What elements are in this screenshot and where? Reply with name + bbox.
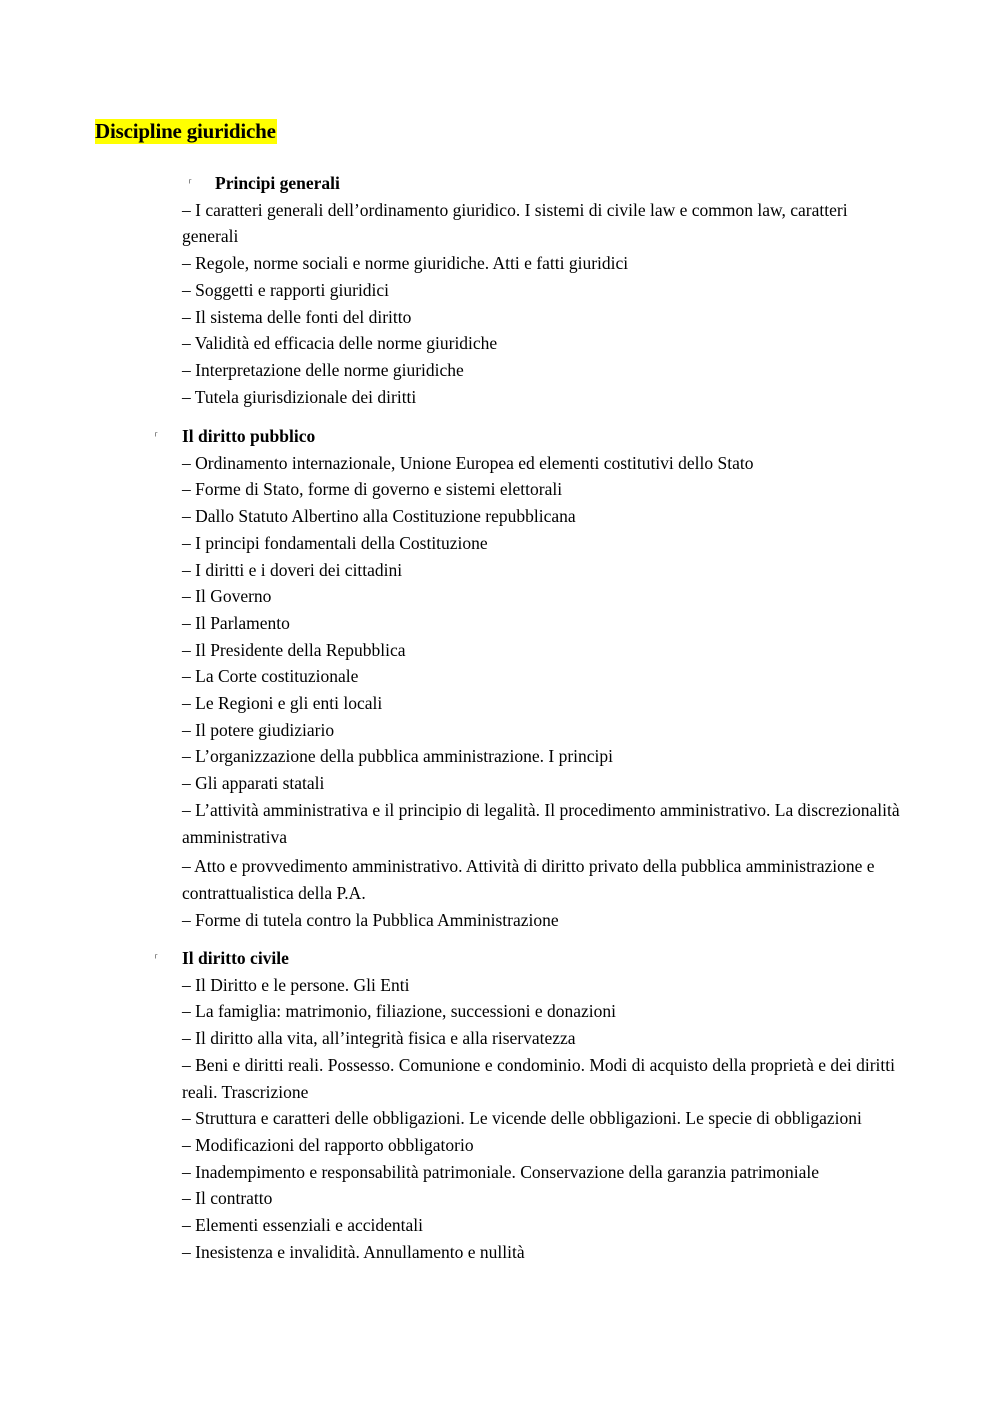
list-item: – Il Diritto e le persone. Gli Enti xyxy=(182,974,410,995)
list-item: – Inesistenza e invalidità. Annullamento e nullità xyxy=(182,1241,525,1262)
section-principi-generali xyxy=(182,170,902,410)
list-item: – I principi fondamentali della Costituzione xyxy=(182,532,488,553)
list-item: – Modificazioni del rapporto obbligatorio xyxy=(182,1134,474,1155)
list-item: – La Corte costituzionale xyxy=(182,666,359,687)
list-item: – Il sistema delle fonti del diritto xyxy=(182,306,412,327)
list-item: – La famiglia: matrimonio, filiazione, successioni e donazioni xyxy=(182,1001,616,1022)
section-diritto-pubblico xyxy=(154,423,902,933)
list-item: – Tutela giurisdizionale dei diritti xyxy=(182,386,417,407)
list-item: – I caratteri generali dell’ordinamento giuridico. I sistemi di civile law e common law, caratteri generali xyxy=(182,199,848,247)
list-item: – Inadempimento e responsabilità patrimoniale. Conservazione della garanzia patrimoniale xyxy=(182,1161,820,1182)
list-item: – Validità ed efficacia delle norme giuridiche xyxy=(182,333,498,354)
list-item: – L’attività amministrativa e il principio di legalità. Il procedimento amministrativo. La discrezionalità amministrativa xyxy=(182,799,900,847)
list-item: – Il Governo xyxy=(182,586,272,607)
bullet-icon: ⸀ xyxy=(154,953,159,963)
section-heading xyxy=(154,945,902,972)
section-heading-label: Principi generali xyxy=(215,173,340,193)
list-item: – Elementi essenziali e accidentali xyxy=(182,1215,424,1236)
title-highlight: Discipline giuridiche xyxy=(95,119,276,143)
list-item: – Il potere giudiziario xyxy=(182,719,335,740)
list-item: – Ordinamento internazionale, Unione Europea ed elementi costitutivi dello Stato xyxy=(182,452,754,473)
list-item: – Forme di tutela contro la Pubblica Amministrazione xyxy=(182,909,559,930)
section-heading xyxy=(182,170,902,197)
list-item: – Il Parlamento xyxy=(182,612,290,633)
list-item: – L’organizzazione della pubblica amministrazione. I principi xyxy=(182,746,614,767)
section-items xyxy=(182,197,902,411)
section-diritto-civile xyxy=(154,945,902,1265)
section-heading-label: Il diritto pubblico xyxy=(182,426,316,446)
list-item: – Beni e diritti reali. Possesso. Comunione e condominio. Modi di acquisto della proprietà e dei diritti reali. Trascrizione xyxy=(182,1054,896,1102)
list-item: – Il contratto xyxy=(182,1188,273,1209)
list-item: – Struttura e caratteri delle obbligazioni. Le vicende delle obbligazioni. Le specie di obbligazioni xyxy=(182,1108,862,1129)
section-heading-label: Il diritto civile xyxy=(182,948,289,968)
section-items xyxy=(182,972,902,1266)
list-item: – Il Presidente della Repubblica xyxy=(182,639,406,660)
list-item: – Regole, norme sociali e norme giuridiche. Atti e fatti giuridici xyxy=(182,253,629,274)
list-item: – Atto e provvedimento amministrativo. Attività di diritto privato della pubblica amministrazione e contrattualistica della P.A. xyxy=(182,856,875,903)
list-item: – Gli apparati statali xyxy=(182,773,325,794)
list-item: – Il diritto alla vita, all’integrità fisica e alla riservatezza xyxy=(182,1028,576,1049)
bullet-icon: ⸀ xyxy=(154,431,159,441)
section-heading xyxy=(154,423,902,450)
list-item: – Soggetti e rapporti giuridici xyxy=(182,279,390,300)
page-title xyxy=(95,117,277,145)
section-items xyxy=(182,450,902,934)
list-item: – Le Regioni e gli enti locali xyxy=(182,693,383,714)
list-item: – Forme di Stato, forme di governo e sistemi elettorali xyxy=(182,479,563,500)
list-item: – Interpretazione delle norme giuridiche xyxy=(182,359,464,380)
bullet-icon: ⸀ xyxy=(188,178,193,188)
list-item: – Dallo Statuto Albertino alla Costituzione repubblicana xyxy=(182,506,576,527)
list-item: – I diritti e i doveri dei cittadini xyxy=(182,559,403,580)
